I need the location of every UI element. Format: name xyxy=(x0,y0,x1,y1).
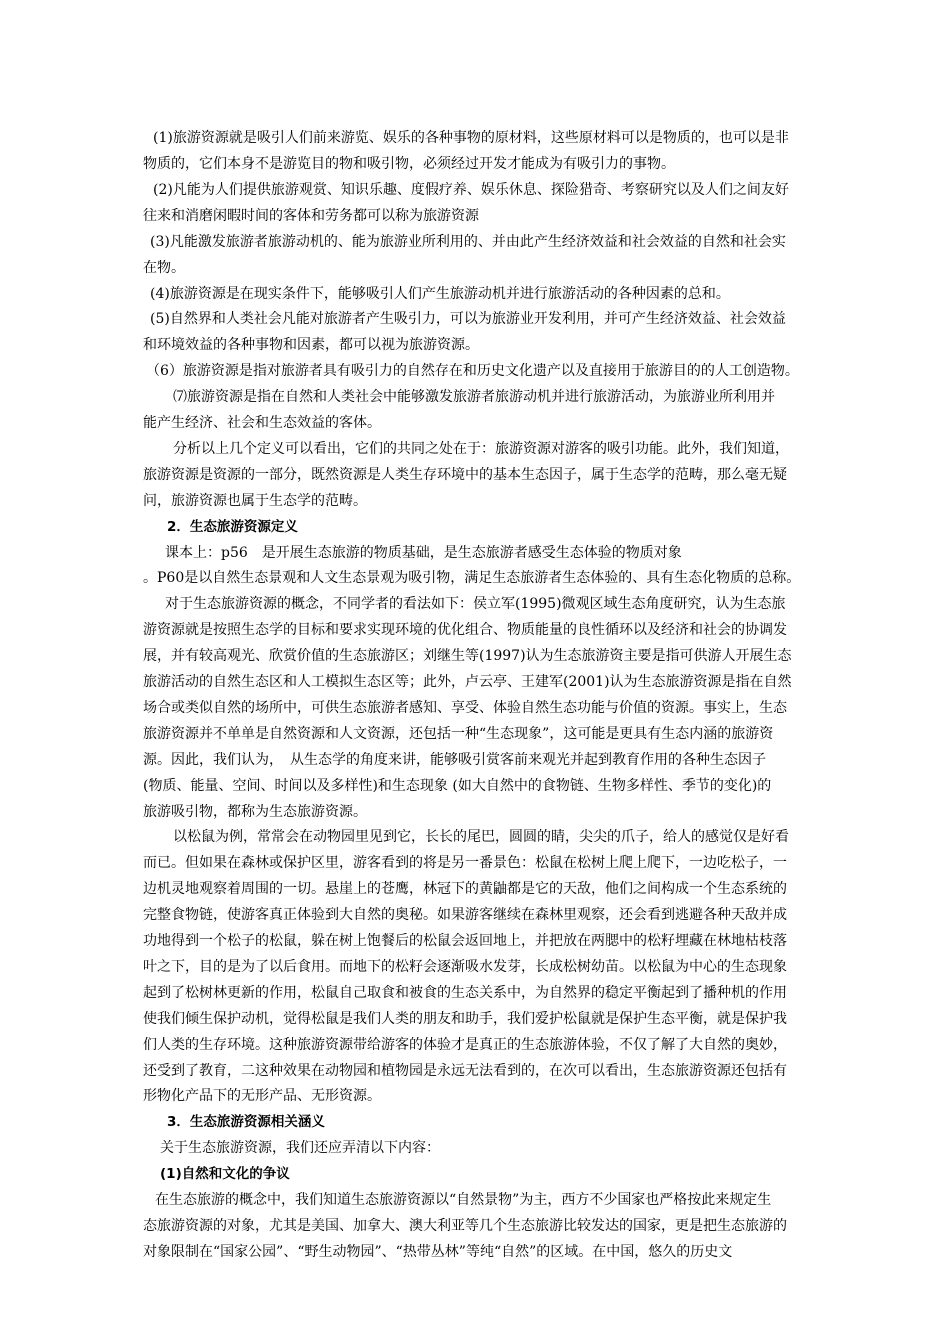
text-line: 课本上：p56 是开展生态旅游的物质基础，是生态旅游者感受生态体验的物质对象 xyxy=(165,545,682,561)
text-line: 叶之下，目的是为了以后食用。而地下的松籽会逐渐吸水发芽，长成松树幼苗。以松鼠为中心的生态现象 xyxy=(143,959,787,975)
text-line: 。P60是以自然生态景观和人文生态景观为吸引物，满足生态旅游者生态体验的、具有生态化物质的总称。 xyxy=(143,570,801,586)
text-line: 而已。但如果在森林或保护区里，游客看到的将是另一番景色：松鼠在松树上爬上爬下，一边吃松子，一 xyxy=(143,855,787,871)
text-line: 旅游活动的自然生态区和人工模拟生态区等；此外，卢云亭、王建军(2001)认为生态旅游资源是指在自然 xyxy=(143,674,792,690)
text-line: 以松鼠为例，常常会在动物园里见到它，长长的尾巴，圆圆的睛，尖尖的爪子，给人的感觉仅是好看 xyxy=(173,829,789,845)
text-line: 边机灵地观察着周围的一切。悬崖上的苍鹰，林冠下的黄鼬都是它的天敌，他们之间构成一个生态系统的 xyxy=(143,881,787,897)
text-line: 分析以上几个定义可以看出，它们的共同之处在于：旅游资源对游客的吸引功能。此外，我们知道， xyxy=(173,441,789,457)
text-line: 对于生态旅游资源的概念，不同学者的看法如下：侯立军(1995)微观区域生态角度研究，认为生态旅 xyxy=(165,596,786,612)
text-line: 对象限制在“国家公园”、“野生动物园”、“热带丛林”等纯“自然”的区域。在中国，悠久的历史文 xyxy=(143,1244,733,1260)
text-line: (1)旅游资源就是吸引人们前来游览、娱乐的各种事物的原材料，这些原材料可以是物质的，也可以是非 xyxy=(153,130,789,146)
text-line: 和环境效益的各种事物和因素，都可以视为旅游资源。 xyxy=(143,337,479,353)
subsection-heading: (1)自然和文化的争议 xyxy=(160,1166,290,1182)
text-line: 游资源就是按照生态学的目标和要求实现环境的优化组合、物质能量的良性循环以及经济和社会的协调发 xyxy=(143,622,787,638)
text-line: 们人类的生存环境。这种旅游资源带给游客的体验才是真正的生态旅游体验，不仅了解了大自然的奥妙， xyxy=(143,1037,787,1053)
text-line: 功地得到一个松子的松鼠，躲在树上饱餐后的松鼠会返回地上，并把放在两腮中的松籽埋藏在林地枯枝落 xyxy=(143,933,787,949)
text-line: (2)凡能为人们提供旅游观赏、知识乐趣、度假疗养、娱乐休息、探险猎奇、考察研究以及人们之间友好 xyxy=(153,182,789,198)
text-line: 能产生经济、社会和生态效益的客体。 xyxy=(143,415,381,431)
text-line: 旅游资源是资源的一部分，既然资源是人类生存环境中的基本生态因子，属于生态学的范畴，那么毫无疑 xyxy=(143,467,787,483)
text-line: 源。因此，我们认为， 从生态学的角度来讲，能够吸引赏客前来观光并起到教育作用的各种生态因子 xyxy=(143,752,766,768)
section-heading: 3．生态旅游资源相关涵义 xyxy=(167,1114,325,1130)
text-line: (物质、能量、空间、时间以及多样性)和生态现象 (如大自然中的食物链、生物多样性、季节的变化)的 xyxy=(143,778,772,794)
text-line: (4)旅游资源是在现实条件下，能够吸引人们产生旅游动机并进行旅游活动的各种因素的总和。 xyxy=(150,286,730,302)
text-line: 展，并有较高观光、欣赏价值的生态旅游区；刘继生等(1997)认为生态旅游资主要是指可供游人开展生态 xyxy=(143,648,792,664)
text-line: 场合或类似自然的场所中，可供生态旅游者感知、享受、体验自然生态功能与价值的资源。事实上，生态 xyxy=(143,700,787,716)
text-line: 问，旅游资源也属于生态学的范畴。 xyxy=(143,493,367,509)
text-line: 旅游资源并不单单是自然资源和人文资源，还包括一种“生态现象”，这可能是更具有生态内涵的旅游资 xyxy=(143,726,774,742)
text-line: （6）旅游资源是指对旅游者具有吸引力的自然存在和历史文化遗产以及直接用于旅游目的的人工创造物。 xyxy=(146,363,799,379)
text-line: 起到了松树林更新的作用，松鼠自己取食和被食的生态关系中，为自然界的稳定平衡起到了播种机的作用 xyxy=(143,985,787,1001)
text-line: 往来和消磨闲暇时间的客体和劳务都可以称为旅游资源 xyxy=(143,208,479,224)
section-heading: 2．生态旅游资源定义 xyxy=(167,519,298,535)
text-line: 旅游吸引物，都称为生态旅游资源。 xyxy=(143,804,367,820)
text-line: 使我们倾生保护动机，觉得松鼠是我们人类的朋友和助手，我们爱护松鼠就是保护生态平衡，就是保护我 xyxy=(143,1011,787,1027)
text-line: 形物化产品下的无形产品、无形资源。 xyxy=(143,1088,381,1104)
text-line: ⑺旅游资源是指在自然和人类社会中能够激发旅游者旅游动机并进行旅游活动，为旅游业所利用并 xyxy=(173,389,775,405)
text-line: 态旅游资源的对象，尤其是美国、加拿大、澳大利亚等几个生态旅游比较发达的国家，更是把生态旅游的 xyxy=(143,1218,787,1234)
text-line: (3)凡能激发旅游者旅游动机的、能为旅游业所利用的、并由此产生经济效益和社会效益的自然和社会实 xyxy=(150,234,786,250)
text-line: 完整食物链，使游客真正体验到大自然的奥秘。如果游客继续在森林里观察，还会看到逃避各种天敌并成 xyxy=(143,907,787,923)
text-line: (5)自然界和人类社会凡能对旅游者产生吸引力，可以为旅游业开发利用，并可产生经济效益、社会效益 xyxy=(150,311,786,327)
text-line: 物质的，它们本身不是游览目的物和吸引物，必须经过开发才能成为有吸引力的事物。 xyxy=(143,156,675,172)
text-line: 在生态旅游的概念中，我们知道生态旅游资源以“自然景物”为主，西方不少国家也严格按此来规定生 xyxy=(155,1192,772,1208)
text-line: 关于生态旅游资源，我们还应弄清以下内容： xyxy=(160,1140,440,1156)
text-line: 还受到了教育，二这种效果在动物园和植物园是永远无法看到的，在次可以看出，生态旅游资源还包括有 xyxy=(143,1063,787,1079)
text-line: 在物。 xyxy=(143,260,185,276)
